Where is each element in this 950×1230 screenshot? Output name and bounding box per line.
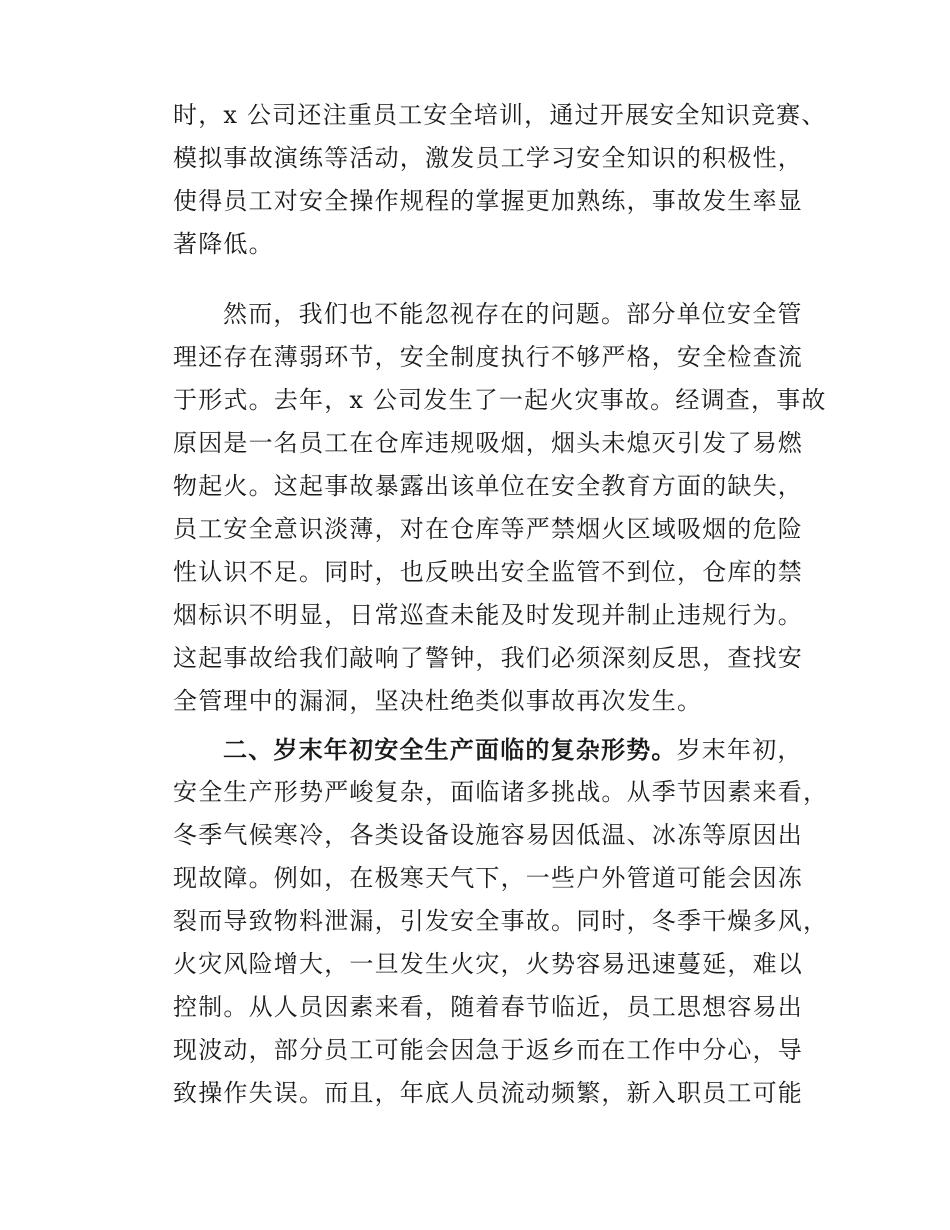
text-line: 然而，我们也不能忽视存在的问题。部分单位安全管: [223, 300, 803, 328]
text-line: 现波动，部分员工可能会因急于返乡而在工作中分心，导: [173, 1036, 803, 1064]
text-line: 原因是一名员工在仓库违规吸烟，烟头未熄灭引发了易燃: [173, 429, 803, 457]
heading-line: [173, 728, 813, 771]
text-line: 物起火。这起事故暴露出该单位在安全教育方面的缺失，: [173, 472, 803, 500]
text-line: 控制。从人员因素来看，随着春节临近，员工思想容易出: [173, 993, 803, 1021]
paragraph-problems: [173, 293, 827, 723]
text-line: 火灾风险增大，一旦发生火灾，火势容易迅速蔓延，难以: [173, 950, 803, 978]
text-line: 现故障。例如，在极寒天气下，一些户外管道可能会因冻: [173, 864, 803, 892]
paragraph-situation: [173, 728, 829, 1115]
text-line: 致操作失误。而且，年底人员流动频繁，新入职员工可能: [173, 1079, 803, 1107]
text-line: 性认识不足。同时，也反映出安全监管不到位，仓库的禁: [173, 558, 803, 586]
text-line: 时，x 公司还注重员工安全培训，通过开展安全知识竞赛、: [173, 101, 827, 129]
text-line: 全管理中的漏洞，坚决杜绝类似事故再次发生。: [173, 687, 703, 715]
text-line: 冬季气候寒冷，各类设备设施容易因低温、冰冻等原因出: [173, 821, 803, 849]
text-line: 理还存在薄弱环节，安全制度执行不够严格，安全检查流: [173, 343, 803, 371]
text-line: 烟标识不明显，日常巡查未能及时发现并制止违规行为。: [173, 601, 803, 629]
text-line: 著降低。: [173, 230, 274, 258]
text-line: 于形式。去年，x 公司发生了一起火灾事故。经调查，事故: [173, 386, 827, 414]
section-heading: 二、岁末年初安全生产面临的复杂形势。: [223, 735, 677, 764]
text-line: 模拟事故演练等活动，激发员工学习安全知识的积极性，: [173, 144, 803, 172]
text-line: 裂而导致物料泄漏，引发安全事故。同时，冬季干燥多风，: [173, 907, 829, 935]
text-line: 这起事故给我们敲响了警钟，我们必须深刻反思，查找安: [173, 644, 803, 672]
text-line: 员工安全意识淡薄，对在仓库等严禁烟火区域吸烟的危险: [173, 515, 803, 543]
heading-line-rest: 岁末年初，: [676, 736, 803, 764]
paragraph-training: [173, 94, 827, 266]
text-line: 安全生产形势严峻复杂，面临诸多挑战。从季节因素来看，: [173, 778, 829, 806]
text-line: 使得员工对安全操作规程的掌握更加熟练，事故发生率显: [173, 187, 803, 215]
